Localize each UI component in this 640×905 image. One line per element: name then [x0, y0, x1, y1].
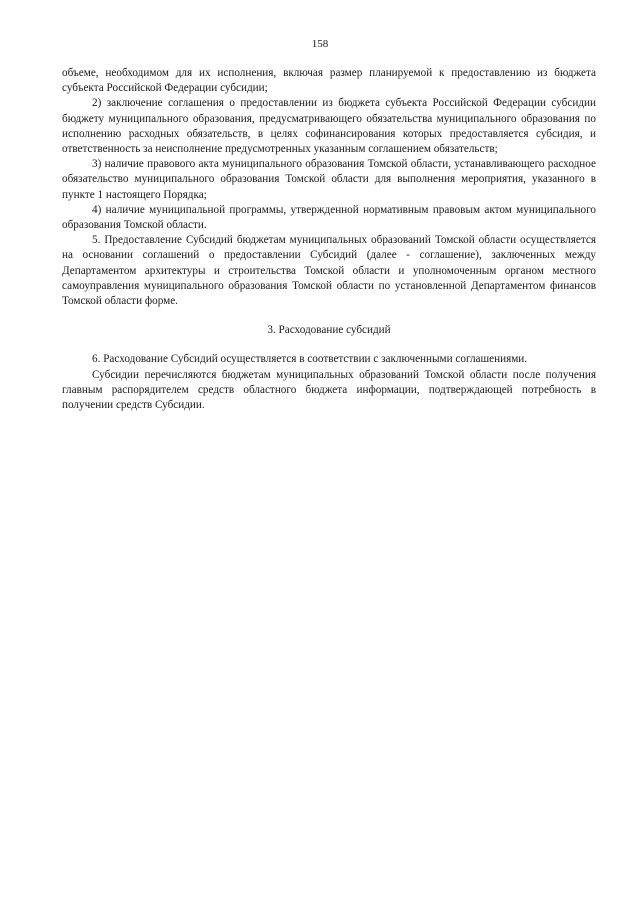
paragraph-item-3: 3) наличие правового акта муниципального образования Томской области, устанавливающего расходное обязательство муниципального образования Томской области для выполнения мероприятия, указанного в пункте 1 настоящего Порядка; [62, 158, 596, 201]
paragraph-item-4: 4) наличие муниципальной программы, утвержденной нормативным правовым актом муниципального образования Томской области. [62, 203, 596, 232]
paragraph-transfer: Субсидии перечисляются бюджетам муниципальных образований Томской области после получения главным распорядителем средств областного бюджета информации, подтверждающей потребность в получении средств Субсидии. [62, 368, 596, 412]
paragraph-continuation: объеме, необходимом для их исполнения, включая размер планируемой к предоставлению из бюджета субъекта Российской Федерации субсидии; [62, 67, 596, 95]
paragraph-clause-5: 5. Предоставление Субсидий бюджетам муниципальных образований Томской области осуществляется на основании соглашений о предоставлении Субсидий (далее - соглашение), заключенных между Департаментом архитектуры и строительства Томской области и уполномоченным органом местного самоуправления муниципального образования Томской области по установленной Департаментом финансов Томской области форме. [62, 234, 596, 308]
paragraph-clause-6: 6. Расходование Субсидий осуществляется в соответствии с заключенными соглашениями. [92, 353, 528, 366]
paragraph-item-2: 2) заключение соглашения о предоставлении из бюджета субъекта Российской Федерации субсидии бюджету муниципального образования, предусматривающего обязательства муниципального образования по исполнению расходных обязательств, в целях софинансирования которых предоставляется субсидия, и ответственность за неисполнение предусмотренных указанным соглашением обязательств; [62, 97, 596, 156]
page-number: 158 [311, 38, 329, 50]
document-body [62, 66, 596, 413]
section-heading: 3. Расходование субсидий [267, 324, 391, 337]
